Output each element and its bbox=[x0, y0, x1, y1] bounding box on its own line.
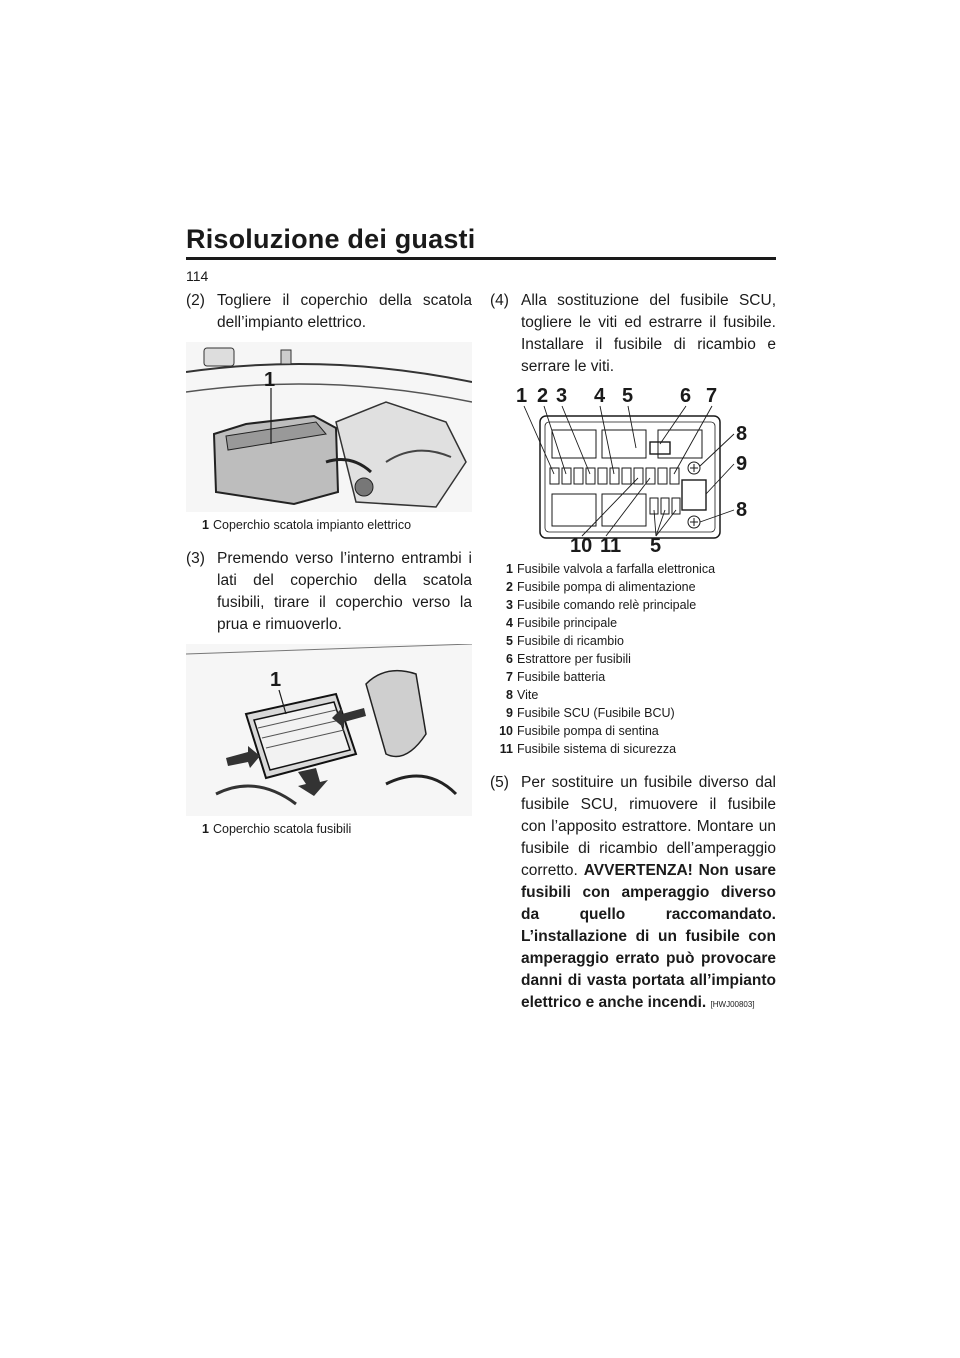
fig3-callout-7: 7 bbox=[706, 386, 718, 407]
warning-code: [HWJ00803] bbox=[710, 1000, 755, 1009]
step-2 bbox=[186, 290, 472, 334]
step-text: Alla sostituzione del fusibile SCU, togliere le viti ed estrarre il fusibile. Installare il fusibile di ricambio e serrare le viti. bbox=[521, 292, 776, 375]
fig3-callout-2: 2 bbox=[537, 386, 549, 407]
fig3-callout-8a: 8 bbox=[736, 423, 748, 445]
step-number: (5) bbox=[490, 774, 509, 791]
caption-item: 1 Coperchio scatola fusibili bbox=[202, 822, 352, 836]
step-number: (4) bbox=[490, 292, 509, 309]
caption-item: 11 Fusibile sistema di sicurezza bbox=[499, 742, 677, 756]
fig1-captions bbox=[186, 516, 472, 534]
fuse-diagram bbox=[490, 386, 776, 556]
fuse-box-photo bbox=[186, 644, 472, 816]
warning-text: AVVERTENZA! Non usare fusibili con amperaggio diverso da quello raccomandato. L’installazione di un fusibile con amperaggio errato può provocare danni di vasta portata all’impianto elettrico e anche incendi. bbox=[521, 862, 776, 1011]
caption-item: 6 Estrattore per fusibili bbox=[506, 652, 631, 666]
caption-item: 2 Fusibile pompa di alimentazione bbox=[506, 580, 696, 594]
step-text: Per sostituire un fusibile diverso dal fusibile SCU, rimuovere il fusibile con l’apposito estrattore. Montare un fusibile di ricambio dell’amperaggio corretto. bbox=[521, 774, 776, 879]
step-text: Togliere il coperchio della scatola dell’impianto elettrico. bbox=[217, 292, 472, 331]
step-number: (3) bbox=[186, 550, 205, 567]
caption-item: 3 Fusibile comando relè principale bbox=[506, 598, 697, 612]
fig1-callout-1: 1 bbox=[264, 369, 276, 391]
fig3-callout-1: 1 bbox=[516, 386, 528, 407]
caption-item: 1 Fusibile valvola a farfalla elettronica bbox=[506, 562, 716, 576]
left-column bbox=[186, 290, 472, 852]
fig3-captions bbox=[490, 560, 776, 758]
fig3-callout-5: 5 bbox=[622, 386, 634, 407]
right-column bbox=[490, 290, 776, 1024]
step-4 bbox=[490, 290, 776, 378]
fig3-callout-5b: 5 bbox=[650, 535, 662, 556]
page-number: 114 bbox=[186, 268, 209, 284]
figure-fuse-diagram bbox=[490, 386, 776, 758]
fig3-callout-8b: 8 bbox=[736, 499, 748, 521]
step-5 bbox=[490, 772, 776, 1016]
fig3-callout-11: 11 bbox=[600, 535, 622, 556]
figure-fuse-box-cover bbox=[186, 644, 472, 838]
step-text: Premendo verso l’interno entrambi i lati del coperchio della scatola fusibili, tirare il coperchio verso la prua e rimuoverlo. bbox=[217, 550, 472, 633]
fig3-callout-10: 10 bbox=[570, 535, 593, 556]
title-rule bbox=[186, 257, 776, 260]
caption-item: 10 Fusibile pompa di sentina bbox=[499, 724, 659, 738]
fig3-callout-6: 6 bbox=[680, 386, 692, 407]
fig3-callout-4: 4 bbox=[594, 386, 606, 407]
fig3-callout-3: 3 bbox=[556, 386, 568, 407]
caption-item: 1 Coperchio scatola impianto elettrico bbox=[202, 518, 412, 532]
page-title: Risoluzione dei guasti bbox=[186, 224, 476, 254]
fig3-callout-9: 9 bbox=[736, 453, 748, 475]
caption-item: 5 Fusibile di ricambio bbox=[506, 634, 624, 648]
caption-item: 8 Vite bbox=[506, 688, 539, 702]
caption-item: 7 Fusibile batteria bbox=[506, 670, 606, 684]
fig2-callout-1: 1 bbox=[270, 669, 282, 691]
step-number: (2) bbox=[186, 292, 205, 309]
step-3 bbox=[186, 548, 472, 636]
figure-electrical-box-cover bbox=[186, 342, 472, 534]
caption-item: 4 Fusibile principale bbox=[506, 616, 618, 630]
electrical-box-photo bbox=[186, 342, 472, 512]
fig2-captions bbox=[186, 820, 472, 838]
caption-item: 9 Fusibile SCU (Fusibile BCU) bbox=[506, 706, 675, 720]
